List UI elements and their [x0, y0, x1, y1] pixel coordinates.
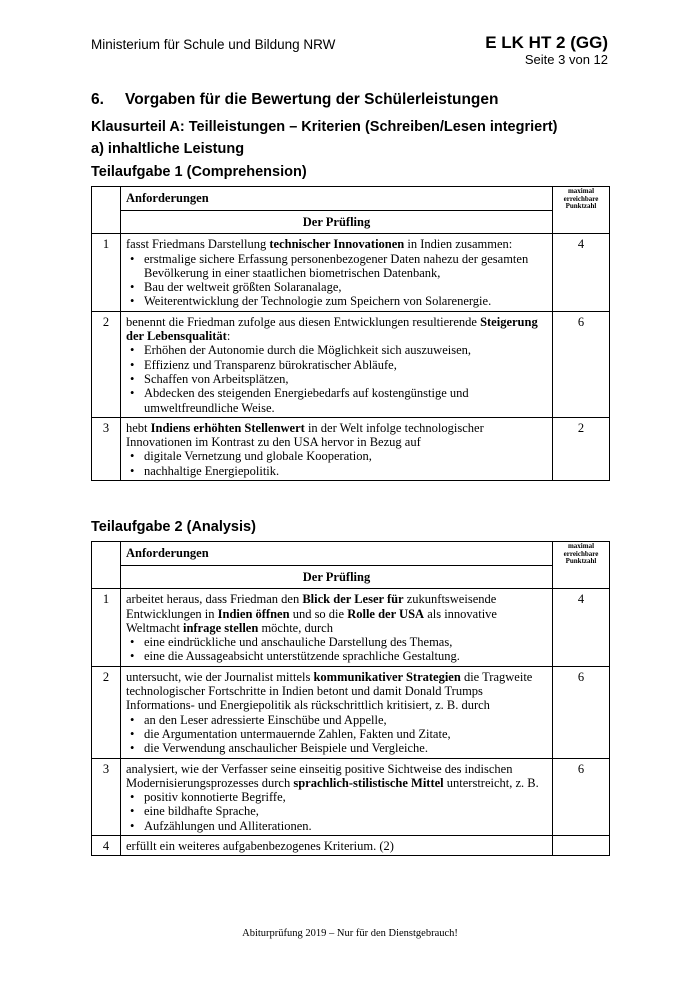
bold-term: Indiens erhöhten Stellenwert — [150, 420, 305, 435]
bullet-item: • Bau der weltweit größten Solaranalage, — [126, 280, 547, 294]
table-row — [92, 666, 610, 758]
bullet-item: • eine bildhafte Sprache, — [126, 804, 547, 818]
requirement-text — [121, 758, 553, 835]
bullet-item: • digitale Vernetzung und globale Kooperation, — [126, 449, 547, 463]
requirement-bullets — [126, 635, 547, 664]
section-heading — [91, 91, 499, 109]
bold-term: Indien öffnen — [217, 606, 290, 621]
text-segment: : — [226, 329, 231, 344]
row-points: 6 — [553, 758, 610, 835]
requirements-label: Anforderungen — [121, 542, 553, 566]
max-points-label: maximal erreichbare Punktzahl — [553, 542, 610, 589]
bold-term: infrage stellen — [182, 620, 259, 635]
bold-term: Steigerung der Lebensqualität — [126, 314, 538, 344]
bullet-item: • die Argumentation untermauernde Zahlen, Fakten und Zitate, — [126, 727, 547, 741]
bullet-item: • erstmalige sichere Erfassung personenbezogener Daten nahezu der gesamten Bevölkerung in einer staatlichen biometrischen Datenbank, — [126, 252, 547, 281]
requirement-text — [121, 234, 553, 311]
header-blank-cell — [92, 187, 121, 234]
requirement-intro — [126, 315, 547, 344]
row-number: 3 — [92, 417, 121, 480]
text-segment: in der Welt infolge technologischer Innovationen im Kontrast zu den USA hervor in Bezug auf — [126, 420, 484, 450]
table-subheader-row — [92, 211, 610, 234]
table-row — [92, 836, 610, 856]
bullet-item: • die Verwendung anschaulicher Beispiele und Vergleiche. — [126, 741, 547, 755]
bullet-item: • Erhöhen der Autonomie durch die Möglichkeit sich auszuweisen, — [126, 343, 547, 357]
requirement-intro — [126, 839, 547, 853]
table-header-row — [92, 542, 610, 566]
row-points: 6 — [553, 666, 610, 758]
bold-term: technischer Innovationen — [269, 237, 405, 252]
row-number: 2 — [92, 311, 121, 417]
bullet-item: • nachhaltige Energiepolitik. — [126, 464, 547, 478]
text-segment: zukunftsweisende Entwicklungen in — [126, 592, 497, 621]
requirement-intro — [126, 237, 547, 251]
bullet-item: • eine die Aussageabsicht unterstützende sprachliche Gestaltung. — [126, 649, 547, 663]
requirement-bullets — [126, 252, 547, 309]
requirement-intro — [126, 592, 547, 635]
table-row — [92, 234, 610, 311]
row-points: 6 — [553, 311, 610, 417]
table-subheader-row — [92, 566, 610, 589]
text-segment: analysiert, wie der Verfasser seine einseitig positive Sichtweise des indischen Modernisierungsprozesses durch — [126, 761, 513, 790]
requirement-bullets — [126, 449, 547, 478]
text-segment: und so die — [289, 606, 348, 621]
page-footer: Abiturprüfung 2019 – Nur für den Dienstgebrauch! — [242, 928, 458, 939]
row-number: 2 — [92, 666, 121, 758]
requirement-text — [121, 836, 553, 856]
requirement-bullets — [126, 343, 547, 414]
row-number: 1 — [92, 589, 121, 666]
bullet-item: • Effizienz und Transparenz bürokratischer Abläufe, — [126, 358, 547, 372]
bullet-item: • Aufzählungen und Alliterationen. — [126, 819, 547, 833]
row-points: 2 — [553, 417, 610, 480]
page-number: Seite 3 von 12 — [524, 52, 608, 67]
bold-term: sprachlich-stilistische Mittel — [293, 775, 444, 790]
subpart-heading: a) inhaltliche Leistung — [91, 141, 245, 157]
part-heading: Klausurteil A: Teilleistungen – Kriterien (Schreiben/Lesen integriert) — [91, 119, 558, 135]
row-number: 1 — [92, 234, 121, 311]
task1-title: Teilaufgabe 1 (Comprehension) — [91, 164, 307, 180]
bold-term: kommunikativer Strategien — [313, 669, 461, 684]
table-header-row — [92, 187, 610, 211]
requirement-bullets — [126, 713, 547, 756]
text-segment: möchte, durch — [258, 620, 333, 635]
section-number: 6. — [91, 91, 104, 108]
max-points-label: maximal erreichbare Punktzahl — [553, 187, 610, 234]
text-segment: untersucht, wie der Journalist mittels — [126, 669, 314, 684]
bullet-item: • Weiterentwicklung der Technologie zum Speichern von Solarenergie. — [126, 294, 547, 308]
header-blank-cell — [92, 542, 121, 589]
table-row — [92, 758, 610, 835]
requirement-intro — [126, 670, 547, 713]
requirement-bullets — [126, 790, 547, 833]
text-segment: hebt — [126, 420, 151, 435]
pruefling-label: Der Prüfling — [121, 566, 553, 589]
requirement-text — [121, 666, 553, 758]
table-row — [92, 589, 610, 666]
bullet-item: • eine eindrückliche und anschauliche Darstellung des Themas, — [126, 635, 547, 649]
text-segment: fasst Friedmans Darstellung — [126, 237, 270, 252]
bullet-item: • Abdecken des steigenden Energiebedarfs auf kostengünstige und umweltfreundliche Weise. — [126, 386, 547, 415]
text-segment: die Tragweite technologischer Fortschritte in Indien betont und damit Donald Trumps Informations- und Energiepolitik als rückschrittlich kritisiert, z. B. durch — [126, 669, 533, 713]
table-row — [92, 417, 610, 480]
bullet-item: • positiv konnotierte Begriffe, — [126, 790, 547, 804]
text-segment: arbeitet heraus, dass Friedman den — [126, 592, 303, 607]
section-title: Vorgaben für die Bewertung der Schülerleistungen — [125, 91, 499, 108]
text-segment: benennt die Friedman zufolge aus diesen Entwicklungen resultierende — [126, 314, 481, 329]
text-segment: als innovative Weltmacht — [126, 606, 497, 635]
row-points — [553, 836, 610, 856]
requirement-intro — [126, 762, 547, 791]
text-segment: unterstreicht, z. B. — [443, 775, 539, 790]
requirement-text — [121, 589, 553, 666]
requirements-label: Anforderungen — [121, 187, 553, 211]
ministry-name: Ministerium für Schule und Bildung NRW — [91, 37, 336, 52]
bold-term: Blick der Leser für — [302, 592, 404, 607]
task1-criteria-table — [91, 186, 610, 481]
row-number: 4 — [92, 836, 121, 856]
requirement-text — [121, 417, 553, 480]
row-number: 3 — [92, 758, 121, 835]
bold-term: Rolle der USA — [347, 606, 425, 621]
row-points: 4 — [553, 234, 610, 311]
task2-title: Teilaufgabe 2 (Analysis) — [91, 519, 256, 535]
requirement-text — [121, 311, 553, 417]
bullet-item: • an den Leser adressierte Einschübe und Appelle, — [126, 713, 547, 727]
pruefling-label: Der Prüfling — [121, 211, 553, 234]
row-points: 4 — [553, 589, 610, 666]
bullet-item: • Schaffen von Arbeitsplätzen, — [126, 372, 547, 386]
text-segment: in Indien zusammen: — [404, 237, 513, 252]
table-row — [92, 311, 610, 417]
task2-criteria-table — [91, 541, 610, 856]
text-segment: erfüllt ein weiteres aufgabenbezogenes Kriterium. (2) — [126, 839, 394, 854]
exam-code: E LK HT 2 (GG) — [485, 33, 608, 52]
requirement-intro — [126, 421, 547, 450]
